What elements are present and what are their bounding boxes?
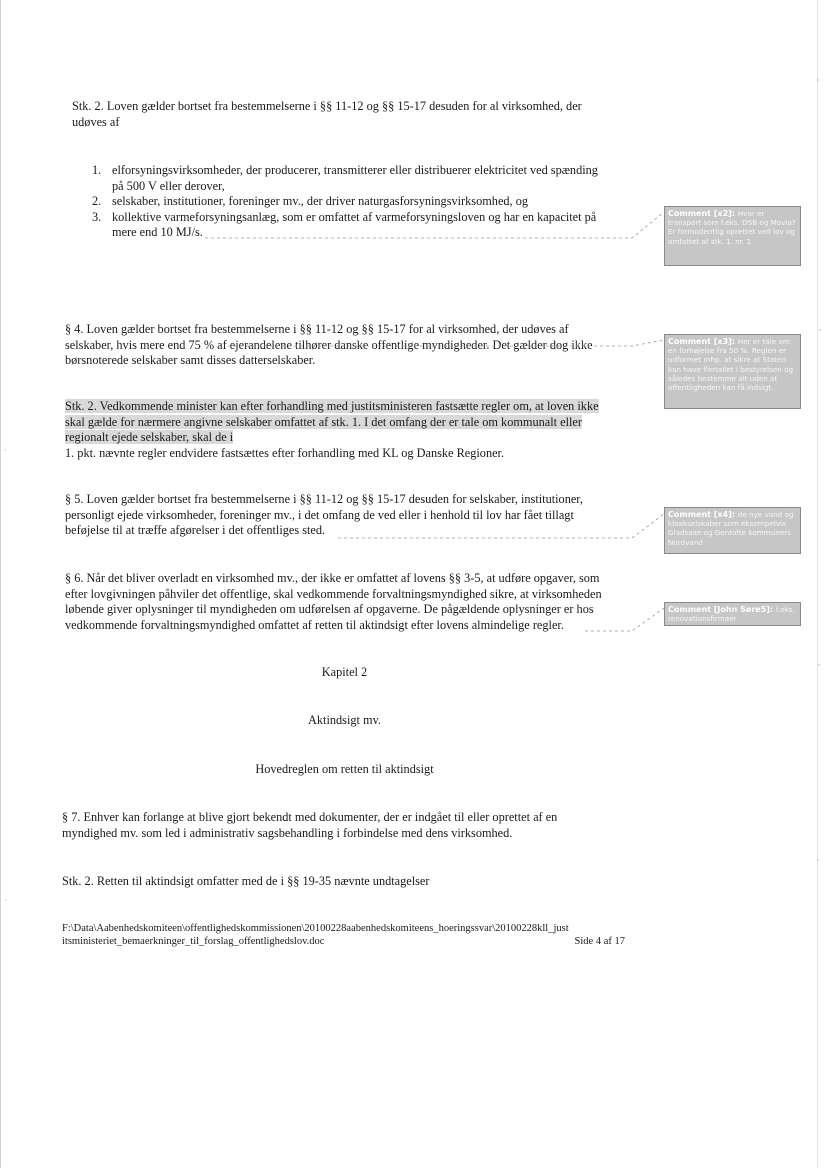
- section-subtitle: Hovedreglen om retten til aktindsigt: [255, 762, 434, 776]
- footer-file-path: F:\Data\Aabenhedskomiteen\offentlighedskommissionen\20100228aabenhedskomiteens_hoeringssvar\20100228kll_just: [62, 923, 569, 934]
- page-number: Side 4 af 17: [574, 936, 625, 947]
- chapter-title: Aktindsigt mv.: [308, 713, 381, 727]
- chapter-heading: Kapitel 2: [321, 665, 368, 679]
- paragraph-6-line-4: vedkommende forvaltningsmyndighed omfattet af retten til aktindsigt efter lovens almindelige regler.: [65, 617, 564, 632]
- list-item-text-continued: på 500 V eller derover,: [112, 178, 225, 193]
- comment-text: de nye vand og kloakselskaber som eksempelvis Gladsaxe og Gentofte kommuners Nordvand: [668, 510, 794, 547]
- list-item-text: elforsyningsvirksomheder, der producerer, transmitterer eller distribuerer elektricitet ved spænding: [112, 163, 598, 177]
- paragraph-7-line-2: myndighed mv. som led i administrativ sagsbehandling i forbindelse med dens virksomhed.: [62, 825, 513, 840]
- highlighted-text: skal gælde for nærmere angivne selskaber omfattet af stk. 1. I det omfang der er tale om kommunalt eller: [65, 414, 582, 429]
- highlighted-text: Stk. 2. Vedkommende minister kan efter forhandling med justitsministeren fastsætte regler om, at loven ikke: [65, 399, 599, 413]
- comment-text: Her er tale om en forhøjelse fra 50 %. Reglen er udformet mhp. at sikre at Staten kan have flertallet i bestyrelsen og således bestemme alt uden at offentligheden kan få indsigt.: [668, 337, 794, 393]
- comment-title: Comment [x3]:: [668, 337, 738, 346]
- list-item-number: 3.: [92, 209, 102, 224]
- list-item-number: 1.: [92, 163, 102, 177]
- stk2-intro-line-2: udøves af: [72, 114, 120, 129]
- paragraph-5-line-2: personligt ejede virksomheder, foreninger mv., i det omfang de ved eller i henhold til lov har fået tillagt: [65, 507, 574, 522]
- paragraph-6-line-1: § 6. Når det bliver overladt en virksomhed mv., der ikke er omfattet af lovens §§ 3-5, at udføre opgaver, som: [65, 571, 600, 585]
- comment-title: Comment [x4]:: [668, 510, 738, 519]
- paragraph-4-line-2: selskaber, hvis mere end 75 % af ejerandelene tilhører danske offentlige myndigheder. Det gælder dog ikke: [65, 337, 593, 352]
- list-item-text: kollektive varmeforsyningsanlæg, som er omfattet af varmeforsyningsloven og har en kapacitet på: [112, 209, 597, 224]
- paragraph-4-line-3: børsnoterede selskaber samt disses datterselskaber.: [65, 353, 316, 367]
- paragraph-4-stk2-line-4: 1. pkt. nævnte regler endvidere fastsættes efter forhandling med KL og Danske Regioner.: [65, 445, 505, 460]
- highlighted-text: regionalt ejede selskaber, skal de i: [65, 430, 234, 444]
- comment-text: f.eks. renovationsfirmaer: [668, 605, 795, 624]
- paragraph-7-line-1: § 7. Enhver kan forlange at blive gjort bekendt med dokumenter, der er indgået til eller oprettet af en: [62, 810, 558, 824]
- paragraph-6-line-2: efter lovgivningen påhviler det offentlige, skal vedkommende forvaltningsmyndighed sikre, at virksomheden: [65, 586, 602, 601]
- footer-file-path-continued: itsministeriet_bemaerkninger_til_forslag_offentlighedslov.doc: [62, 936, 325, 947]
- list-item-text: selskaber, institutioner, foreninger mv., der driver naturgasforsyningsvirksomhed, og: [112, 194, 528, 208]
- paragraph-7-stk2: Stk. 2. Retten til aktindsigt omfatter med de i §§ 19-35 nævnte undtagelser: [62, 874, 430, 888]
- paragraph-5-line-1: § 5. Loven gælder bortset fra bestemmelserne i §§ 11-12 og §§ 15-17 desuden for selskaber, institutioner,: [65, 492, 583, 506]
- paragraph-4-line-1: § 4. Loven gælder bortset fra bestemmelserne i §§ 11-12 og §§ 15-17 for al virksomhed, der udøves af: [65, 322, 569, 336]
- comment-title: Comment [John Søre5]:: [668, 605, 776, 614]
- stk2-intro-line-1: Stk. 2. Loven gælder bortset fra bestemmelserne i §§ 11-12 og §§ 15-17 desuden for al virksomhed, der: [72, 99, 582, 113]
- paragraph-5-line-3: beføjelse til at træffe afgørelser i det offentliges sted.: [65, 523, 326, 537]
- list-item-text-continued: mere end 10 MJ/s.: [112, 225, 203, 239]
- comment-title: Comment [x2]:: [668, 209, 738, 218]
- comment-text: Hvor er transport som f.eks. DSB og Movia? Er formodentlig oprettet ved lov og omfattet af stk. 1. nr. 1: [668, 209, 796, 246]
- paragraph-6-line-3: løbende giver oplysninger til myndigheden om udførelsen af opgaverne. De pågældende oplysninger er hos: [65, 602, 594, 616]
- list-item-number: 2.: [92, 194, 102, 208]
